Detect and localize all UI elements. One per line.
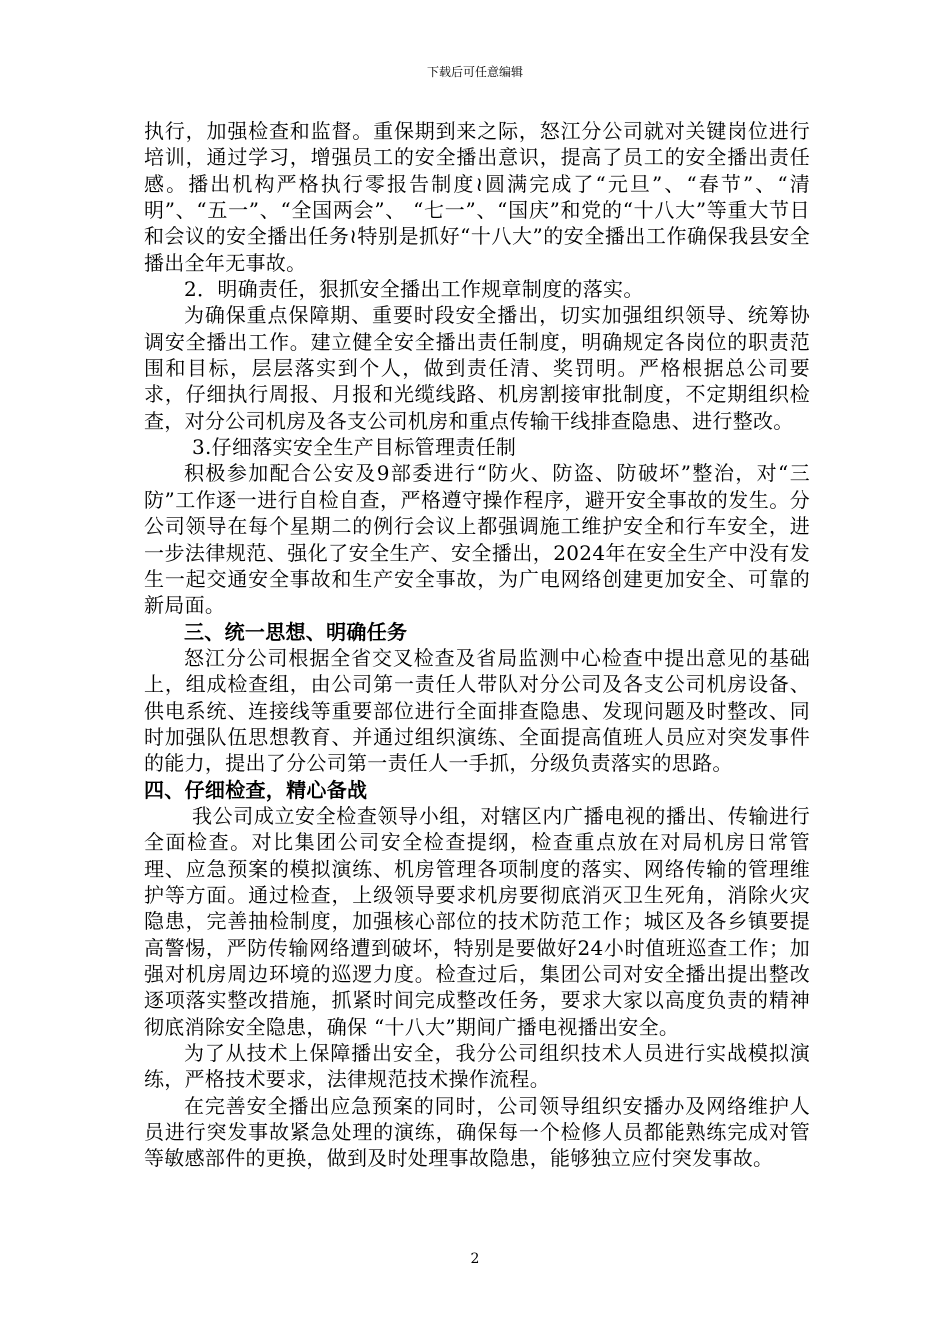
paragraph-technical-drill: 为了从技术上保障播出安全，我分公司组织技术人员进行实战模拟演练，严格技术要求，法律规范技术操作流程。 — [144, 1041, 810, 1092]
paragraph-safety-production: 积极参加配合公安及9部委进行“防火、防盗、防破坏”整治，对“三防”工作逐一进行自检自查，严格遵守操作程序，避开安全事故的发生。分公司领导在每个星期二的例行会议上都强调施工维护安全和行车安全，进一步法律规范、强化了安全生产、安全播出，2024年在安全生产中没有发生一起交通安全事故和生产安全事故，为广电网络创建更加安全、可靠的新局面。 — [144, 461, 810, 618]
paragraph-unify-thinking: 怒江分公司根据全省交叉检查及省局监测中心检查中提出意见的基础上，组成检查组，由公司第一责任人带队对分公司及各支公司机房设备、供电系统、连接线等重要部位进行全面排查隐患、发现问题及时整改、同时加强队伍思想教育、并通过组织演练、全面提高值班人员应对突发事件的能力，提出了分公司第一责任人一手抓，分级负责落实的思路。 — [144, 645, 810, 776]
subheading-2: 2．明确责任，狠抓安全播出工作规章制度的落实。 — [184, 277, 644, 302]
paragraph-responsibility: 为确保重点保障期、重要时段安全播出，切实加强组织领导、统筹协调安全播出工作。建立健全安全播出责任制度，明确规定各岗位的职责范围和目标，层层落实到个人，做到责任清、奖罚明。严格根据总公司要求，仔细执行周报、月报和光缆线路、机房割接审批制度，不定期组织检查，对分公司机房及各支公司机房和重点传输干线排查隐患、进行整改。 — [144, 303, 810, 433]
page-header-note: 下载后可任意编辑 — [426, 65, 523, 79]
section-heading-4: 四、仔细检查，精心备战 — [144, 777, 368, 802]
paragraph-inspection: 我公司成立安全检查领导小组，对辖区内广播电视的播出、传输进行全面检查。对比集团公司安全检查提纲，检查重点放在对局机房日常管理、应急预案的模拟演练、机房管理各项制度的落实、网络传输的管理维护等方面。通过检查，上级领导要求机房要彻底消灭卫生死角，消除火灾隐患，完善抽检制度，加强核心部位的技术防范工作；城区及各乡镇要提高警惕，严防传输网络遭到破坏，特别是要做好24小时值班巡查工作；加强对机房周边环境的巡逻力度。检查过后，集团公司对安全播出提出整改逐项落实整改措施，抓紧时间完成整改任务，要求大家以高度负责的精神彻底消除安全隐患，确保 “十八大”期间广播电视播出安全。 — [144, 803, 810, 1039]
subheading-3: 3.仔细落实安全生产目标管理责任制 — [192, 435, 517, 460]
page-number: 2 — [470, 1251, 480, 1267]
paragraph-emergency-plan: 在完善安全播出应急预案的同时，公司领导组织安播办及网络维护人员进行突发事故紧急处理的演练，确保每一个检修人员都能熟练完成对管等敏感部件的更换，做到及时处理事故隐患，能够独立应付突发事故。 — [144, 1093, 810, 1171]
section-heading-3: 三、统一思想、明确任务 — [184, 619, 408, 644]
document-body — [144, 118, 810, 1172]
paragraph-continued: 执行，加强检查和监督。重保期到来之际，怒江分公司就对关键岗位进行培训，通过学习，增强员工的安全播出意识，提高了员工的安全播出责任感。播出机构严格执行零报告制度≀圆满完成了“元旦”、“春节”、“清明”、“五一”、“全国两会”、 “七一”、“国庆”和党的“十八大”等重大节日和会议的安全播出任务≀特别是抓好“十八大”的安全播出工作确保我县安全播出全年无事故。 — [144, 119, 810, 275]
